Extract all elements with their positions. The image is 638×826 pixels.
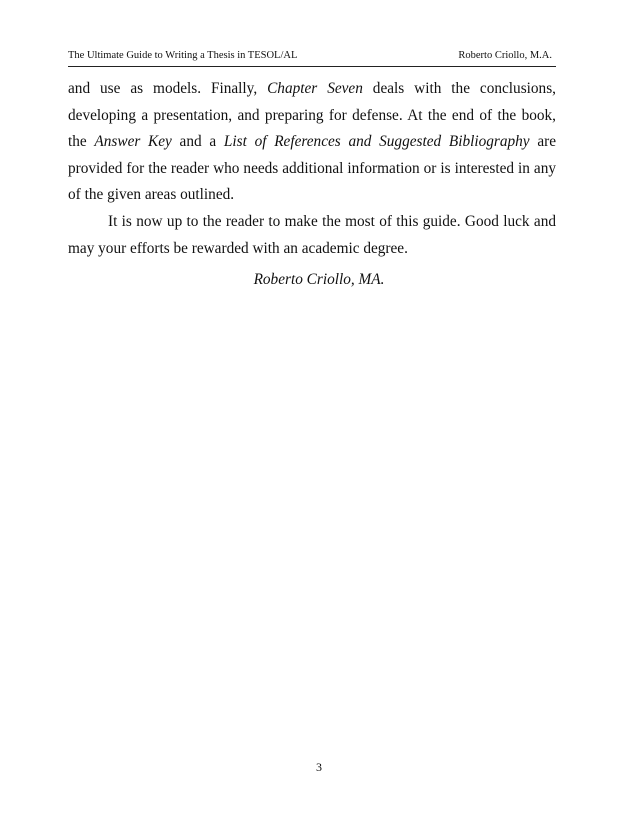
p1-italic-references: List of References and Suggested Bibliography — [223, 133, 530, 151]
p1-italic-answer-key: Answer Key — [94, 133, 172, 151]
p1-text-3: and a — [171, 133, 224, 151]
main-text — [68, 76, 556, 262]
header-author: Roberto Criollo, M.A. — [458, 50, 552, 61]
running-header — [68, 50, 556, 67]
paragraph-2: It is now up to the reader to make the most of this guide. Good luck and may your efforts be rewarded with an academic degree. — [68, 212, 556, 257]
page-number: 3 — [316, 760, 322, 774]
signature: Roberto Criollo, MA. — [253, 271, 385, 288]
paragraph-1 — [68, 76, 556, 209]
p1-text-1: and use as models. Finally, — [68, 80, 268, 97]
p1-text-4: are provided for the reader who needs additional information or is interested in any of the given areas outlined. — [68, 133, 557, 204]
p1-italic-chapter-seven: Chapter Seven — [267, 80, 363, 97]
header-title: The Ultimate Guide to Writing a Thesis in TESOL/AL — [68, 50, 298, 61]
p1-text-2: deals with the conclusions, developing a presentation, and preparing for defense. At the end of the book, the — [68, 80, 556, 151]
